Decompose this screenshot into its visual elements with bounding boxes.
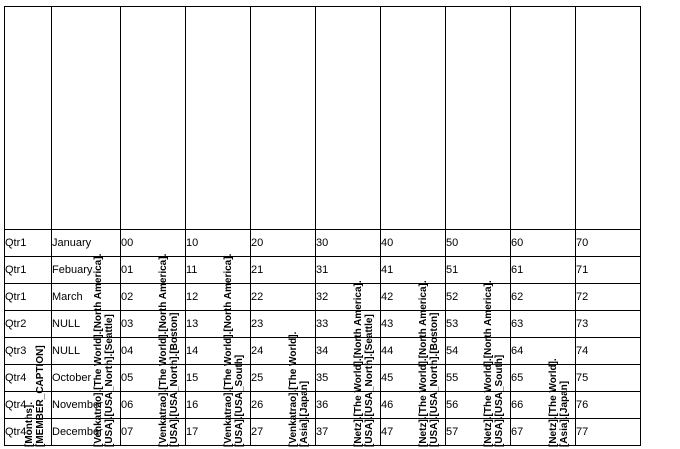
cell-value[interactable]: 43 (381, 311, 446, 338)
cell-month[interactable]: December (52, 419, 121, 446)
cell-value[interactable]: 34 (316, 338, 381, 365)
header-line-1: [Venkatrao].[The World].[North America]. (93, 253, 104, 447)
column-header-netz-japan-text (548, 227, 576, 449)
header-line-2: [USA].[USA_North].[Boston] (429, 312, 440, 447)
cell-value[interactable]: 44 (381, 338, 446, 365)
column-header-netz-seattle-text (353, 227, 381, 449)
pivot-table (4, 6, 641, 446)
header-line-1: [Months]. (24, 402, 35, 447)
cell-value[interactable]: 57 (446, 419, 511, 446)
cell-value[interactable]: 22 (251, 284, 316, 311)
cell-value[interactable]: 31 (316, 257, 381, 284)
cell-value[interactable]: 73 (576, 311, 641, 338)
cell-value[interactable]: 60 (511, 230, 576, 257)
column-header-months-text (24, 227, 52, 449)
cell-value[interactable]: 36 (316, 392, 381, 419)
cell-value[interactable]: 32 (316, 284, 381, 311)
cell-value[interactable]: 03 (121, 311, 186, 338)
cell-value[interactable]: 01 (121, 257, 186, 284)
cell-value[interactable]: 35 (316, 365, 381, 392)
cell-value[interactable]: 64 (511, 338, 576, 365)
cell-month[interactable]: January (52, 230, 121, 257)
cell-value[interactable]: 77 (576, 419, 641, 446)
cell-month[interactable]: October (52, 365, 121, 392)
column-header-venkatrao-japan-text (288, 227, 316, 449)
header-line-2: [MEMBER_CAPTION] (35, 345, 46, 447)
column-header-quarters[interactable] (5, 7, 52, 230)
cell-month[interactable]: Febuary (52, 257, 121, 284)
cell-value[interactable]: 16 (186, 392, 251, 419)
cell-value[interactable]: 02 (121, 284, 186, 311)
cell-value[interactable]: 10 (186, 230, 251, 257)
cell-month[interactable]: November (52, 392, 121, 419)
header-line-2: [USA].[USA_South] (494, 354, 505, 447)
header-line-1: [Netz].[The World].[North America]. (418, 280, 429, 447)
cell-value[interactable]: 20 (251, 230, 316, 257)
cell-value[interactable]: 06 (121, 392, 186, 419)
header-line-2: [Asia].[Japan] (559, 380, 570, 447)
header-line-1: [Venkatrao].[The World].[North America]. (223, 253, 234, 447)
cell-month[interactable]: NULL (52, 311, 121, 338)
cell-value[interactable]: 41 (381, 257, 446, 284)
cell-value[interactable]: 33 (316, 311, 381, 338)
cell-value[interactable]: 56 (446, 392, 511, 419)
cell-value[interactable]: 00 (121, 230, 186, 257)
cell-value[interactable]: 65 (511, 365, 576, 392)
header-line-2: [USA].[USA_North].[Boston] (169, 312, 180, 447)
cell-quarter[interactable]: Qtr1 (5, 257, 52, 284)
cell-value[interactable]: 71 (576, 257, 641, 284)
cell-value[interactable]: 74 (576, 338, 641, 365)
cell-value[interactable]: 27 (251, 419, 316, 446)
cell-value[interactable]: 62 (511, 284, 576, 311)
cell-value[interactable]: 72 (576, 284, 641, 311)
cell-value[interactable]: 50 (446, 230, 511, 257)
cell-value[interactable]: 26 (251, 392, 316, 419)
header-line-1: [Netz].[The World]. (548, 358, 559, 447)
cell-value[interactable]: 14 (186, 338, 251, 365)
cell-quarter[interactable]: Qtr4 (5, 392, 52, 419)
cell-value[interactable]: 67 (511, 419, 576, 446)
cell-value[interactable]: 40 (381, 230, 446, 257)
cell-value[interactable]: 37 (316, 419, 381, 446)
cell-value[interactable]: 42 (381, 284, 446, 311)
header-line-2: [Asia].[Japan] (299, 380, 310, 447)
cell-value[interactable]: 21 (251, 257, 316, 284)
cell-value[interactable]: 05 (121, 365, 186, 392)
cell-value[interactable]: 70 (576, 230, 641, 257)
cell-value[interactable]: 13 (186, 311, 251, 338)
cell-value[interactable]: 52 (446, 284, 511, 311)
cell-value[interactable]: 45 (381, 365, 446, 392)
pivot-grid-container (4, 6, 641, 446)
cell-value[interactable]: 55 (446, 365, 511, 392)
header-line-2: [USA].[USA_North].[Seattle] (364, 314, 375, 447)
cell-value[interactable]: 07 (121, 419, 186, 446)
cell-quarter[interactable]: Qtr1 (5, 284, 52, 311)
cell-value[interactable]: 53 (446, 311, 511, 338)
cell-value[interactable]: 76 (576, 392, 641, 419)
column-header-venkatrao-seattle-text (93, 227, 121, 449)
cell-value[interactable]: 17 (186, 419, 251, 446)
cell-value[interactable]: 66 (511, 392, 576, 419)
cell-value[interactable]: 11 (186, 257, 251, 284)
header-line-2: [USA].[USA_North].[Seattle] (104, 314, 115, 447)
cell-value[interactable]: 63 (511, 311, 576, 338)
cell-quarter[interactable]: Qtr1 (5, 230, 52, 257)
column-header-quarters-text (0, 227, 5, 449)
header-line-1: [Netz].[The World].[North America]. (353, 280, 364, 447)
cell-quarter[interactable]: Qtr2 (5, 311, 52, 338)
cell-value[interactable]: 24 (251, 338, 316, 365)
column-header-netz-usa-south-text (483, 227, 511, 449)
cell-value[interactable]: 51 (446, 257, 511, 284)
cell-month[interactable]: NULL (52, 338, 121, 365)
cell-value[interactable]: 15 (186, 365, 251, 392)
header-line-2: [USA].[USA_South] (234, 354, 245, 447)
header-row (5, 7, 641, 230)
cell-value[interactable]: 23 (251, 311, 316, 338)
cell-quarter[interactable]: Qtr4 (5, 419, 52, 446)
column-header-netz-boston-text (418, 227, 446, 449)
column-header-venkatrao-boston-text (158, 227, 186, 449)
cell-quarter[interactable]: Qtr4 (5, 365, 52, 392)
cell-value[interactable]: 12 (186, 284, 251, 311)
header-line-1: [Netz].[The World].[North America]. (483, 280, 494, 447)
cell-month[interactable]: March (52, 284, 121, 311)
cell-quarter[interactable]: Qtr3 (5, 338, 52, 365)
cell-value[interactable]: 47 (381, 419, 446, 446)
cell-value[interactable]: 75 (576, 365, 641, 392)
cell-value[interactable]: 25 (251, 365, 316, 392)
cell-value[interactable]: 46 (381, 392, 446, 419)
header-line-1: [Venkatrao].[The World]. (288, 331, 299, 447)
column-header-venkatrao-usa-south-text (223, 227, 251, 449)
cell-value[interactable]: 54 (446, 338, 511, 365)
cell-value[interactable]: 61 (511, 257, 576, 284)
header-line-1: [Venkatrao].[The World].[North America]. (158, 253, 169, 447)
cell-value[interactable]: 30 (316, 230, 381, 257)
cell-value[interactable]: 04 (121, 338, 186, 365)
